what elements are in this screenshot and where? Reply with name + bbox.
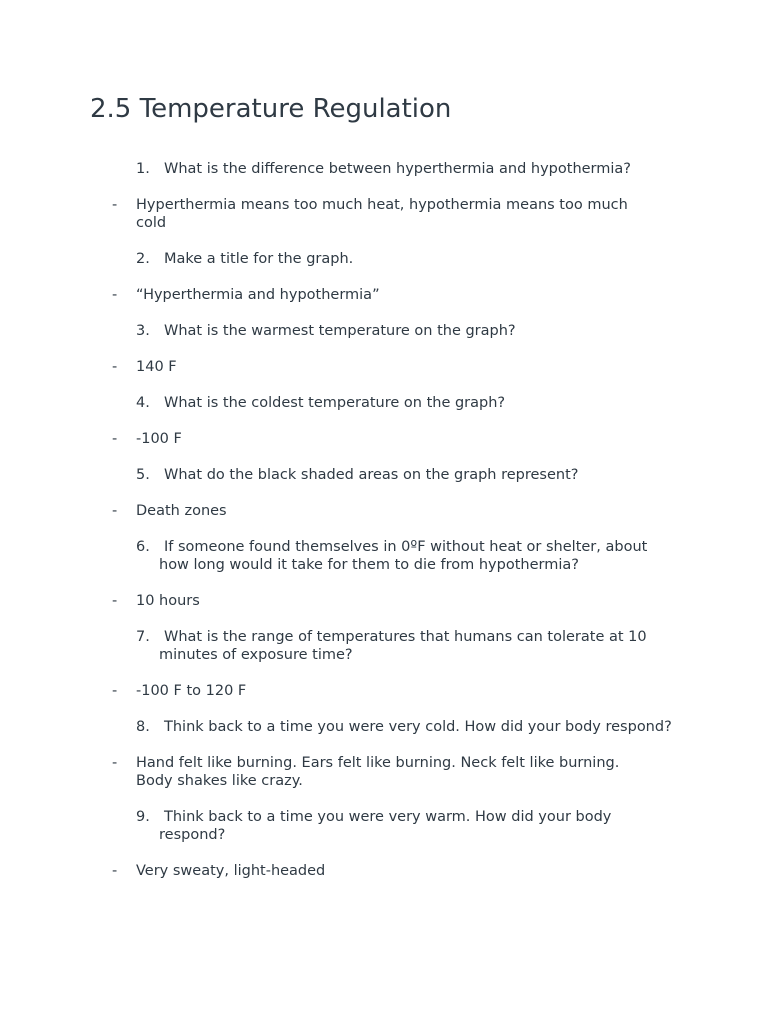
question-number: 5. (136, 467, 150, 483)
question-item-8 (136, 718, 675, 736)
question-text: Think back to a time you were very warm. How did your body respond? (159, 809, 612, 843)
question-text: Think back to a time you were very cold. How did your body respond? (164, 719, 672, 735)
question-text: Make a title for the graph. (164, 251, 354, 267)
answer-text: Hand felt like burning. Ears felt like burning. Neck felt like burning. Body shakes like crazy. (136, 755, 620, 789)
answer-item-2 (112, 286, 656, 304)
answer-item-1 (112, 196, 656, 232)
question-item-4 (136, 394, 675, 412)
question-number: 2. (136, 251, 150, 267)
question-text: What is the difference between hyperthermia and hypothermia? (164, 161, 631, 177)
answer-marker: - (112, 431, 118, 447)
answer-item-4 (112, 430, 656, 448)
question-number: 8. (136, 719, 150, 735)
answer-text: Very sweaty, light-headed (136, 863, 326, 879)
answer-marker: - (112, 755, 118, 771)
question-item-9 (136, 808, 675, 844)
answer-text: 10 hours (136, 593, 200, 609)
question-number: 6. (136, 539, 150, 555)
question-number: 7. (136, 629, 150, 645)
answer-marker: - (112, 197, 118, 213)
question-number: 4. (136, 395, 150, 411)
question-text: What is the warmest temperature on the graph? (164, 323, 516, 339)
answer-marker: - (112, 503, 118, 519)
answer-item-3 (112, 358, 656, 376)
answer-marker: - (112, 287, 118, 303)
question-item-3 (136, 322, 675, 340)
answer-marker: - (112, 683, 118, 699)
question-text: What is the range of temperatures that humans can tolerate at 10 minutes of exposure time? (159, 629, 647, 663)
question-item-7 (136, 628, 675, 664)
answer-item-8 (112, 754, 656, 790)
question-item-1 (136, 160, 675, 178)
answer-text: Death zones (136, 503, 227, 519)
answer-text: -100 F (136, 431, 182, 447)
answer-marker: - (112, 359, 118, 375)
question-answer-list (0, 160, 768, 898)
answer-item-7 (112, 682, 656, 700)
answer-marker: - (112, 863, 118, 879)
question-item-2 (136, 250, 675, 268)
question-number: 3. (136, 323, 150, 339)
answer-text: -100 F to 120 F (136, 683, 247, 699)
question-number: 1. (136, 161, 150, 177)
answer-item-5 (112, 502, 656, 520)
answer-item-9 (112, 862, 656, 880)
page-title: 2.5 Temperature Regulation (90, 94, 452, 124)
answer-text: 140 F (136, 359, 177, 375)
answer-text: “Hyperthermia and hypothermia” (136, 287, 380, 303)
answer-item-6 (112, 592, 656, 610)
question-item-6 (136, 538, 675, 574)
question-text: What is the coldest temperature on the graph? (164, 395, 506, 411)
answer-text: Hyperthermia means too much heat, hypothermia means too much cold (136, 197, 628, 231)
question-item-5 (136, 466, 675, 484)
question-number: 9. (136, 809, 150, 825)
question-text: If someone found themselves in 0ºF without heat or shelter, about how long would it take for them to die from hypothermia? (159, 539, 648, 573)
question-text: What do the black shaded areas on the graph represent? (164, 467, 579, 483)
answer-marker: - (112, 593, 118, 609)
